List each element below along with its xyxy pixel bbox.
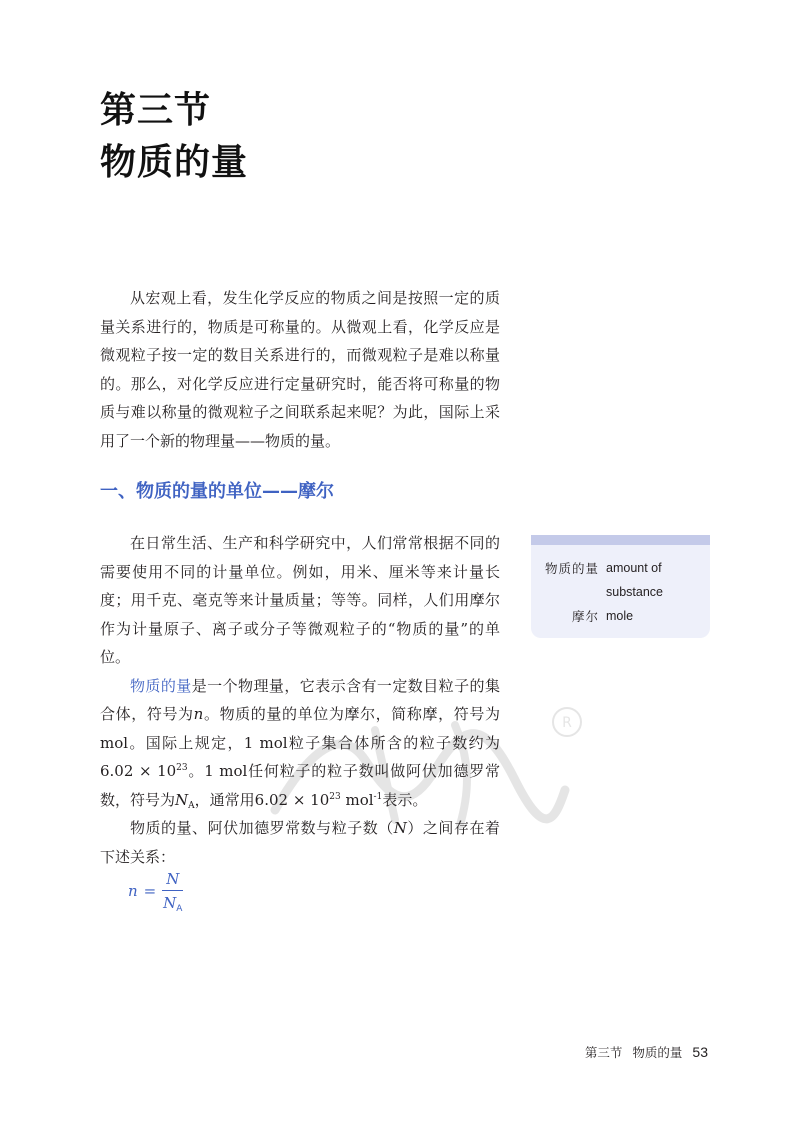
avogadro-value-unit: 6.02 × 10 — [254, 790, 330, 809]
footer-title: 物质的量 — [632, 1045, 683, 1060]
symbol-n: n — [193, 705, 204, 723]
paragraph-relation: 物质的量、阿伏加德罗常数与粒子数（N）之间存在着下述关系： — [100, 819, 500, 866]
formula-lhs: n — [128, 882, 138, 900]
formula-n-equals-n-over-na — [128, 870, 183, 912]
chapter-heading — [100, 84, 248, 188]
page-number: 53 — [692, 1044, 708, 1060]
footer-section: 第三节 — [584, 1045, 623, 1060]
intro-paragraph: 从宏观上看，发生化学反应的物质之间是按照一定的质量关系进行的，物质是可称量的。从微观上看，化学反应是微观粒子按一定的数目关系进行的，而微观粒子是难以称量的。那么，对化学反应进行定量研究时，能否将可称量的物质与难以称量的微观粒子之间联系起来呢？为此，国际上采用了一个新的物理量——物质的量。 — [100, 289, 500, 450]
glossary-box — [531, 535, 710, 638]
glossary-en-amount-1: amount of — [606, 561, 662, 575]
key-term: 物质的量 — [130, 676, 192, 695]
page-footer — [585, 1043, 708, 1061]
paragraph-units: 在日常生活、生产和科学研究中，人们常常根据不同的需要使用不同的计量单位。例如，用米、厘米等来计量长度；用千克、毫克等来计量质量；等等。同样，人们用摩尔作为计量原子、离子或分子等微观粒子的“物质的量”的单位。 — [100, 534, 500, 666]
formula-equals: = — [143, 882, 157, 900]
paragraph-definition: 物质的量是一个物理量，它表示含有一定数目粒子的集合体，符号为n。物质的量的单位为摩尔，简称摩，符号为mol。国际上规定，1 mol粒子集合体所含的粒子数约为$6.02 \times 10^{23}$。1 mol任何粒子的粒子数叫做阿伏加德罗常数，符号为$N_A$，通常用$6.02 \times 10^{23}$ mol$^{-1}$表示。 — [100, 676, 500, 811]
avogadro-value: 6.02 × 10 — [100, 762, 177, 780]
section-title: 物质的量 — [100, 141, 249, 183]
glossary-en-amount-2: substance — [606, 585, 663, 599]
publisher-watermark — [255, 700, 595, 840]
formula-denominator: $N_A$ — [163, 894, 183, 914]
svg-text:R: R — [562, 715, 572, 731]
formula-fraction — [162, 870, 183, 912]
glossary-term-amount: 物质的量 — [544, 561, 599, 576]
symbol-na: N — [175, 790, 189, 809]
glossary-en-mole: mole — [606, 609, 634, 623]
glossary-header-bar — [531, 535, 710, 545]
subsection-heading: 一、物质的量的单位——摩尔 — [100, 481, 334, 502]
glossary-term-mole: 摩尔 — [571, 609, 599, 624]
formula-numerator: N — [162, 870, 183, 891]
section-number: 第三节 — [100, 89, 212, 131]
